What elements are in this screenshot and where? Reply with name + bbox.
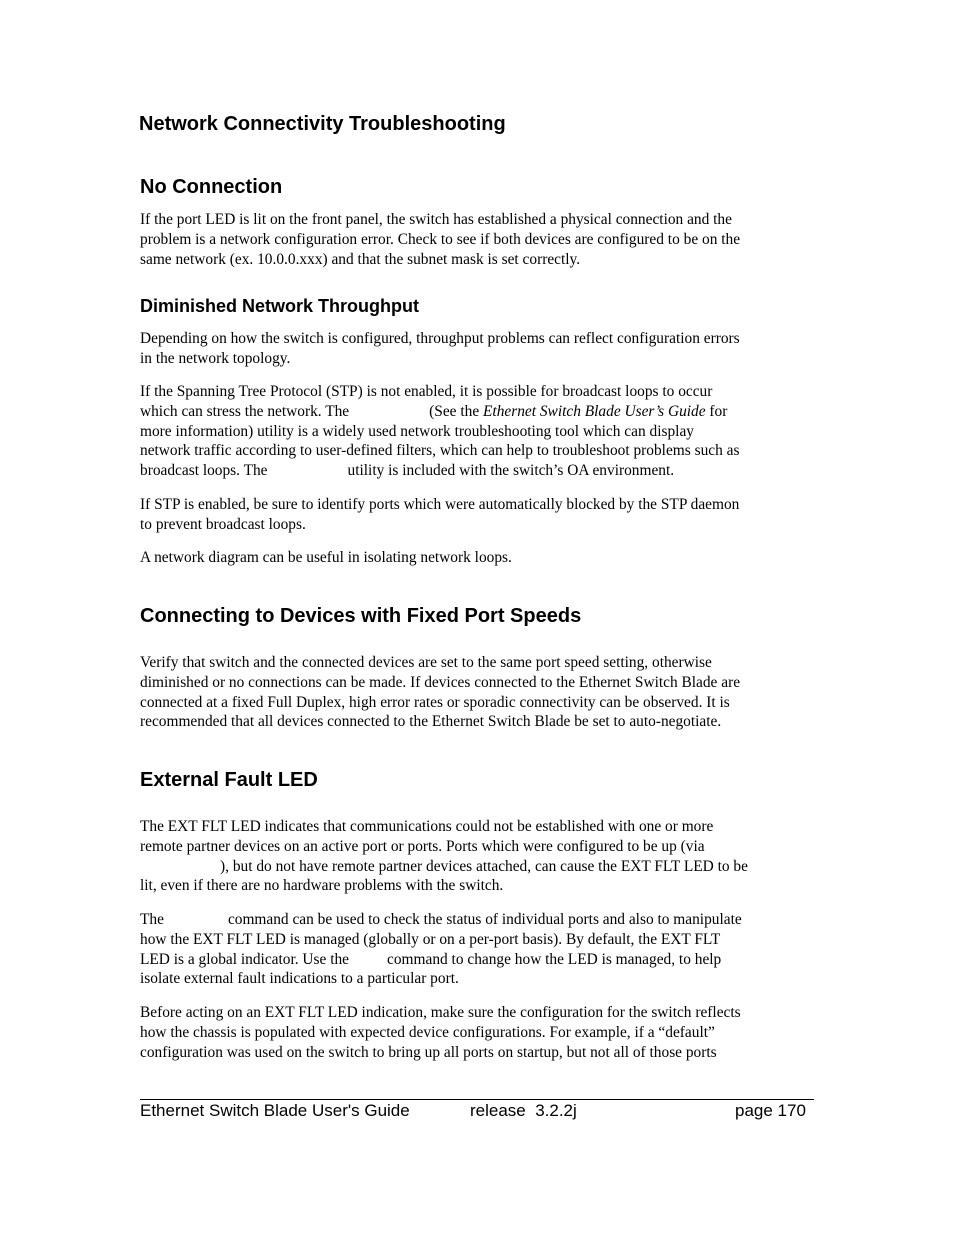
text-line: how the EXT FLT LED is managed (globally or on a per-port basis). By default, the EXT FLT (140, 930, 721, 948)
text-line: isolate external fault indications to a particular port. (140, 970, 459, 988)
text-line: If the Spanning Tree Protocol (STP) is not enabled, it is possible for broadcast loops to occur (140, 383, 713, 400)
text-line: Depending on how the switch is configured, throughput problems can reflect configuration errors (140, 330, 740, 347)
text-line: If the port LED is lit on the front panel, the switch has established a physical connection and the (140, 211, 732, 228)
paragraph-ext-fault-1 (140, 817, 820, 896)
text-fragment: broadcast loops. The (140, 462, 268, 480)
footer-release: release 3.2.2j (470, 1101, 577, 1120)
heading-no-connection: No Connection (140, 176, 283, 198)
paragraph-ext-fault-3 (140, 1003, 820, 1062)
guide-title-italic: Ethernet Switch Blade User’s Guide (483, 402, 706, 420)
text-line: If STP is enabled, be sure to identify ports which were automatically blocked by the STP daemon (140, 496, 740, 513)
text-line: to prevent broadcast loops. (140, 515, 306, 533)
text-line (140, 402, 820, 422)
paragraph-ext-fault-2 (140, 910, 820, 989)
text-line: problem is a network configuration error. Check to see if both devices are configured to be on the (140, 230, 741, 248)
paragraph-diminished-3 (140, 495, 820, 535)
text-line: how the chassis is populated with expected device configurations. For example, if a “default” (140, 1023, 715, 1041)
heading-external-fault-led: External Fault LED (140, 769, 318, 791)
text-fragment: LED is a global indicator. Use the (140, 950, 350, 968)
text-fragment: ), but do not have remote partner devices attached, can cause the EXT FLT LED to be (220, 857, 748, 875)
footer-divider (140, 1099, 814, 1100)
text-line: lit, even if there are no hardware problems with the switch. (140, 877, 504, 895)
text-line (140, 910, 820, 930)
text-line: A network diagram can be useful in isolating network loops. (140, 549, 512, 566)
text-fragment: command can be used to check the status of individual ports and also to manipulate (227, 911, 742, 928)
text-line (140, 950, 820, 970)
page-title: Network Connectivity Troubleshooting (139, 113, 506, 135)
paragraph-diminished-4 (140, 548, 820, 568)
paragraph-fixed-port-speeds (140, 653, 820, 732)
text-line (140, 461, 820, 481)
text-line: connected at a fixed Full Duplex, high error rates or sporadic connectivity can be observed. It is (140, 693, 730, 711)
footer-guide-title: Ethernet Switch Blade User's Guide (140, 1101, 410, 1120)
text-fragment: The (140, 911, 164, 928)
text-line: same network (ex. 10.0.0.xxx) and that the subnet mask is set correctly. (140, 250, 581, 268)
text-fragment: (See the (429, 402, 484, 420)
paragraph-diminished-1 (140, 329, 820, 369)
text-fragment: command to change how the LED is managed, to help (387, 950, 722, 968)
text-fragment: utility is included with the switch’s OA environment. (347, 462, 675, 480)
heading-fixed-port-speeds: Connecting to Devices with Fixed Port Speeds (140, 605, 582, 627)
text-line: The EXT FLT LED indicates that communications could not be established with one or more (140, 818, 714, 835)
text-line: more information) utility is a widely used network troubleshooting tool which can display (140, 422, 694, 440)
footer-page-number: page 170 (735, 1101, 806, 1120)
paragraph-diminished-2 (140, 382, 820, 481)
text-fragment: for (705, 402, 728, 420)
text-line: network traffic according to user-defined filters, which can help to troubleshoot problems such as (140, 442, 740, 460)
text-line: Before acting on an EXT FLT LED indication, make sure the configuration for the switch reflects (140, 1004, 741, 1021)
text-line: remote partner devices on an active port or ports. Ports which were configured to be up (via (140, 837, 705, 855)
text-fragment: which can stress the network. The (140, 402, 350, 420)
text-line: diminished or no connections can be made. If devices connected to the Ethernet Switch Blade are (140, 673, 741, 691)
text-line: recommended that all devices connected to the Ethernet Switch Blade be set to auto-negotiate. (140, 713, 722, 731)
text-line (140, 857, 820, 877)
text-line: in the network topology. (140, 349, 291, 367)
paragraph-no-connection (140, 210, 820, 269)
text-line: Verify that switch and the connected devices are set to the same port speed setting, otherwise (140, 654, 712, 671)
heading-diminished-throughput: Diminished Network Throughput (140, 296, 419, 316)
text-line: configuration was used on the switch to bring up all ports on startup, but not all of those ports (140, 1043, 717, 1061)
